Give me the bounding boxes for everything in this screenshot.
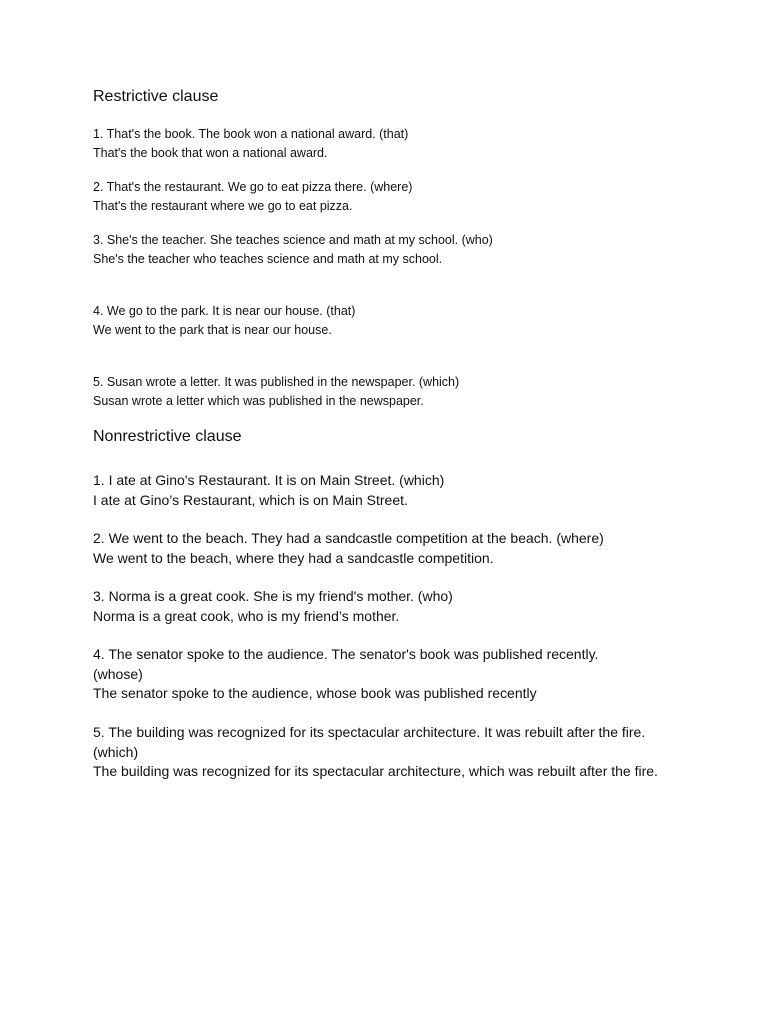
exercise-prompt: 2. That's the restaurant. We go to eat pizza there. (where) bbox=[93, 180, 413, 194]
restrictive-item-1 bbox=[93, 125, 733, 162]
exercise-prompt: 2. We went to the beach. They had a sandcastle competition at the beach. (where) bbox=[93, 530, 604, 546]
restrictive-item-3 bbox=[93, 231, 733, 268]
restrictive-item-5 bbox=[93, 373, 733, 410]
exercise-answer: The building was recognized for its spectacular architecture, which was rebuilt after the fire. bbox=[93, 763, 658, 779]
nonrestrictive-item-4 bbox=[93, 645, 693, 704]
exercise-answer: The senator spoke to the audience, whose book was published recently bbox=[93, 685, 537, 701]
exercise-hint: (whose) bbox=[93, 665, 143, 682]
exercise-prompt: 3. Norma is a great cook. She is my friend's mother. (who) bbox=[93, 588, 453, 604]
restrictive-item-2 bbox=[93, 178, 733, 215]
exercise-answer: Norma is a great cook, who is my friend’s mother. bbox=[93, 607, 400, 624]
exercise-prompt: 5. Susan wrote a letter. It was published in the newspaper. (which) bbox=[93, 375, 460, 389]
exercise-answer: We went to the park that is near our house. bbox=[93, 322, 332, 337]
exercise-answer: That's the book that won a national award. bbox=[93, 145, 328, 160]
exercise-answer: We went to the beach, where they had a sandcastle competition. bbox=[93, 549, 494, 566]
exercise-answer: Susan wrote a letter which was published in the newspaper. bbox=[93, 393, 424, 408]
exercise-prompt: 1. I ate at Gino's Restaurant. It is on Main Street. (which) bbox=[93, 472, 445, 488]
section-title-nonrestrictive: Nonrestrictive clause bbox=[93, 428, 242, 445]
exercise-prompt: 4. We go to the park. It is near our house. (that) bbox=[93, 304, 356, 318]
exercise-prompt: 1. That's the book. The book won a national award. (that) bbox=[93, 127, 409, 141]
exercise-answer: I ate at Gino’s Restaurant, which is on Main Street. bbox=[93, 491, 408, 508]
exercise-answer: She's the teacher who teaches science and math at my school. bbox=[93, 251, 443, 266]
exercise-answer: That's the restaurant where we go to eat pizza. bbox=[93, 198, 353, 213]
nonrestrictive-item-2 bbox=[93, 529, 693, 568]
section-title-restrictive: Restrictive clause bbox=[93, 88, 219, 105]
exercise-hint: (which) bbox=[93, 743, 139, 760]
restrictive-item-4 bbox=[93, 302, 733, 339]
nonrestrictive-item-3 bbox=[93, 587, 693, 626]
nonrestrictive-item-5 bbox=[93, 723, 683, 782]
exercise-prompt: 3. She's the teacher. She teaches science and math at my school. (who) bbox=[93, 233, 493, 247]
exercise-prompt: 4. The senator spoke to the audience. The senator's book was published recently. bbox=[93, 646, 599, 662]
nonrestrictive-item-1 bbox=[93, 471, 693, 510]
exercise-prompt: 5. The building was recognized for its spectacular architecture. It was rebuilt after the fire. bbox=[93, 724, 646, 740]
